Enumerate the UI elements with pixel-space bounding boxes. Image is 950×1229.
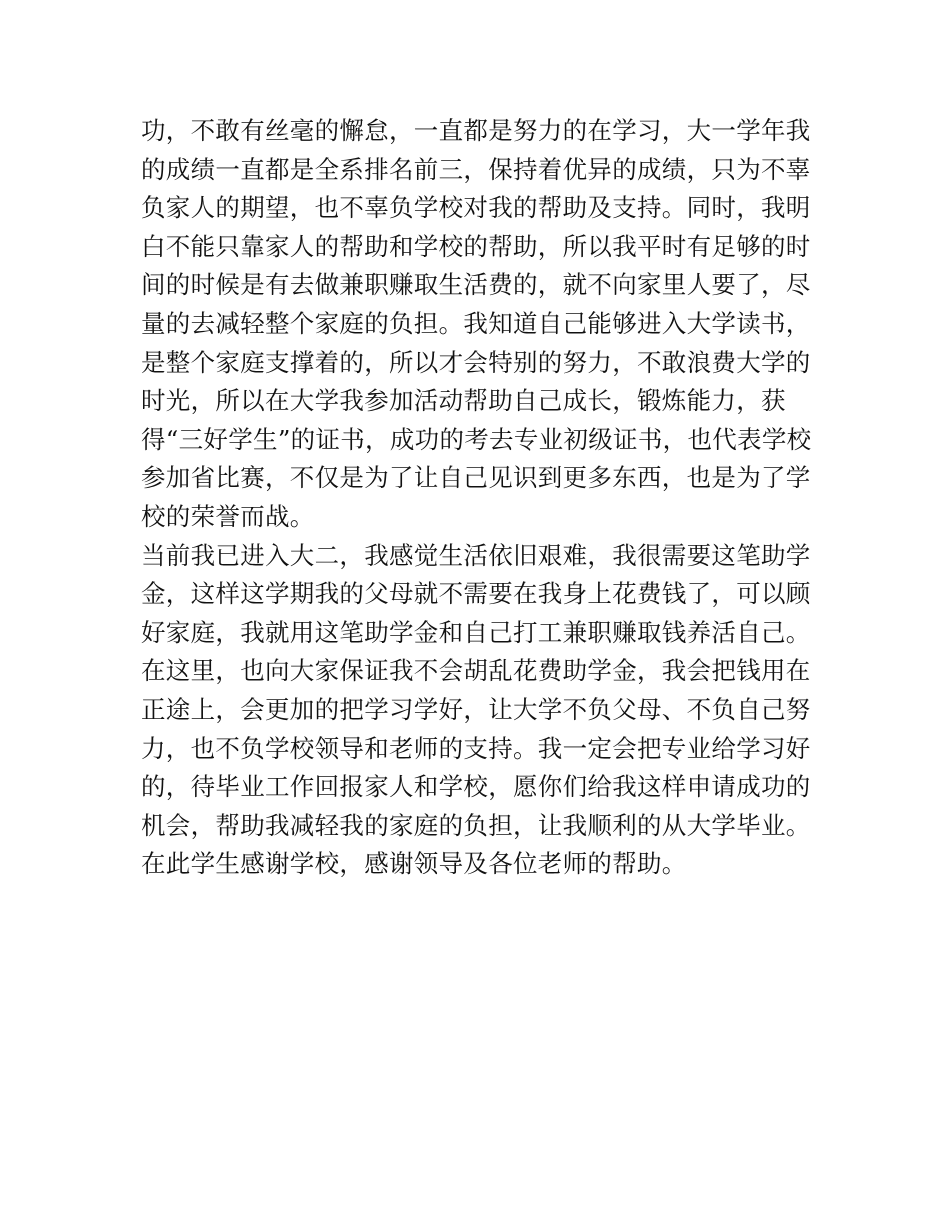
- text-line: 当前我已进入大二，我感觉生活依旧艰难，我很需要这笔助学: [141, 540, 811, 570]
- text-line: 金，这样这学期我的父母就不需要在我身上花费钱了，可以顾: [141, 579, 811, 609]
- text-line: 是整个家庭支撑着的，所以才会特别的努力，不敢浪费大学的: [141, 347, 811, 377]
- text-line: 正途上，会更加的把学习学好，让大学不负父母、不负自己努: [141, 694, 811, 724]
- text-line: 力，也不负学校领导和老师的支持。我一定会把专业给学习好: [141, 733, 811, 763]
- text-line: 得“三好学生”的证书，成功的考去专业初级证书，也代表学校: [141, 424, 812, 454]
- text-line: 机会，帮助我减轻我的家庭的负担，让我顺利的从大学毕业。: [141, 810, 811, 840]
- text-line: 负家人的期望，也不辜负学校对我的帮助及支持。同时，我明: [141, 193, 811, 223]
- text-line: 白不能只靠家人的帮助和学校的帮助，所以我平时有足够的时: [141, 231, 811, 261]
- text-line: 好家庭，我就用这笔助学金和自己打工兼职赚取钱养活自己。: [141, 617, 811, 647]
- text-line: 参加省比赛，不仅是为了让自己见识到更多东西，也是为了学: [141, 463, 811, 493]
- text-line: 的成绩一直都是全系排名前三，保持着优异的成绩，只为不辜: [141, 154, 811, 184]
- text-line: 时光，所以在大学我参加活动帮助自己成长，锻炼能力，获: [141, 386, 786, 416]
- text-line: 量的去减轻整个家庭的负担。我知道自己能够进入大学读书，: [141, 308, 811, 338]
- text-line: 的，待毕业工作回报家人和学校，愿你们给我这样申请成功的: [141, 772, 811, 802]
- body-text: [141, 112, 821, 884]
- text-line: 功，不敢有丝毫的懈怠，一直都是努力的在学习，大一学年我: [141, 116, 811, 145]
- text-line: 在这里，也向大家保证我不会胡乱花费助学金，我会把钱用在: [141, 656, 811, 686]
- text-line: 校的荣誉而战。: [141, 501, 315, 531]
- text-line: 在此学生感谢学校，感谢领导及各位老师的帮助。: [141, 849, 687, 879]
- text-line: 间的时候是有去做兼职赚取生活费的，就不向家里人要了，尽: [141, 270, 811, 300]
